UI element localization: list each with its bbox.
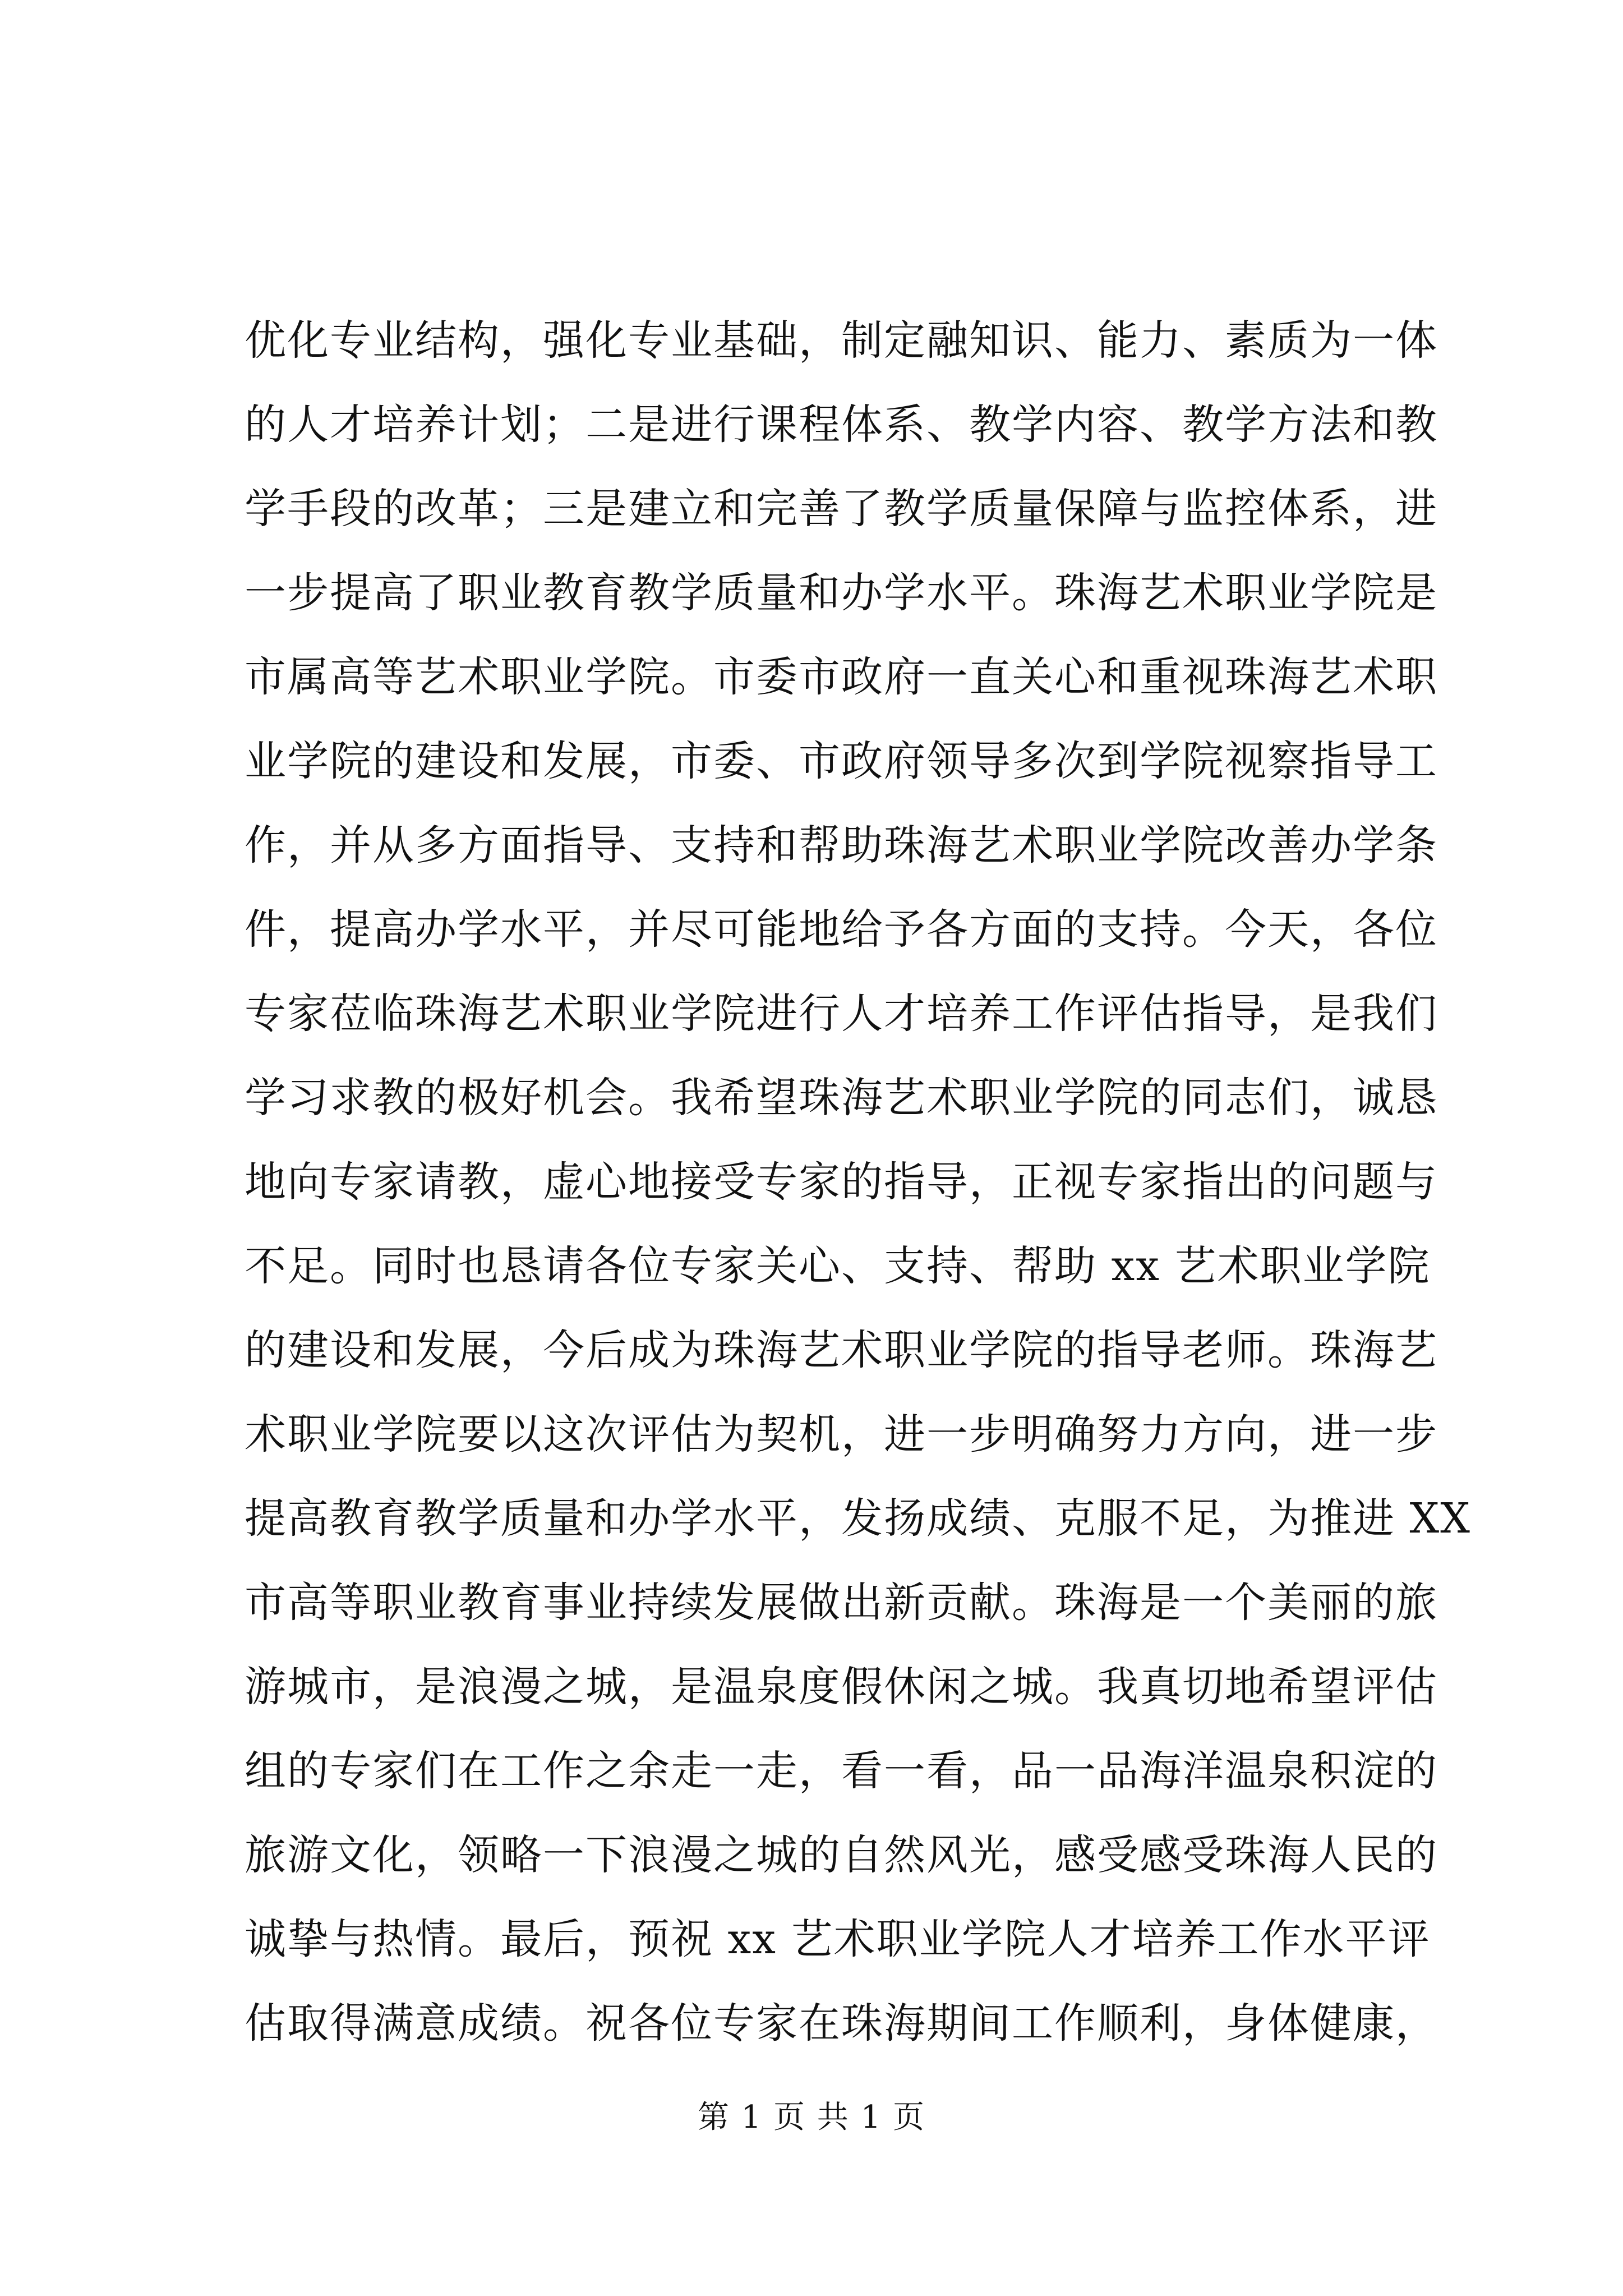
text-line: 业学院的建设和发展，市委、市政府领导多次到学院视察指导工: [245, 737, 1438, 785]
text-line: 专家莅临珠海艺术职业学院进行人才培养工作评估指导，是我们: [245, 990, 1438, 1038]
body-text: [245, 298, 1471, 2065]
text-line: 作，并从多方面指导、支持和帮助珠海艺术职业学院改善办学条: [245, 821, 1438, 869]
text-line: 不足。同时也恳请各位专家关心、支持、帮助 xx 艺术职业学院: [245, 1242, 1431, 1290]
text-line: 市高等职业教育事业持续发展做出新贡献。珠海是一个美丽的旅: [245, 1579, 1438, 1627]
text-line: 组的专家们在工作之余走一走，看一看，品一品海洋温泉积淀的: [245, 1747, 1438, 1795]
text-line: 学习求教的极好机会。我希望珠海艺术职业学院的同志们，诚恳: [245, 1074, 1438, 1122]
text-line: 旅游文化，领略一下浪漫之城的自然风光，感受感受珠海人民的: [245, 1831, 1438, 1879]
text-line: 市属高等艺术职业学院。市委市政府一直关心和重视珠海艺术职: [245, 653, 1438, 701]
text-line: 地向专家请教，虚心地接受专家的指导，正视专家指出的问题与: [245, 1158, 1438, 1206]
text-line: 的人才培养计划；二是进行课程体系、教学内容、教学方法和教: [245, 401, 1438, 449]
text-line: 优化专业结构，强化专业基础，制定融知识、能力、素质为一体: [245, 316, 1438, 365]
text-line: 一步提高了职业教育教学质量和办学水平。珠海艺术职业学院是: [245, 569, 1438, 617]
text-line: 术职业学院要以这次评估为契机，进一步明确努力方向，进一步: [245, 1410, 1438, 1458]
text-line: 估取得满意成绩。祝各位专家在珠海期间工作顺利，身体健康，: [245, 1999, 1438, 2047]
text-line: 学手段的改革；三是建立和完善了教学质量保障与监控体系，进: [245, 485, 1438, 533]
page-footer: 第 1 页 共 1 页: [697, 2099, 926, 2136]
text-line: 游城市，是浪漫之城，是温泉度假休闲之城。我真切地希望评估: [245, 1663, 1438, 1711]
text-line: 诚挚与热情。最后，预祝 xx 艺术职业学院人才培养工作水平评: [245, 1915, 1431, 1963]
text-line: 提高教育教学质量和办学水平，发扬成绩、克服不足，为推进 XX: [245, 1494, 1471, 1543]
text-line: 的建设和发展，今后成为珠海艺术职业学院的指导老师。珠海艺: [245, 1326, 1438, 1374]
text-line: 件，提高办学水平，并尽可能地给予各方面的支持。今天，各位: [245, 905, 1438, 954]
